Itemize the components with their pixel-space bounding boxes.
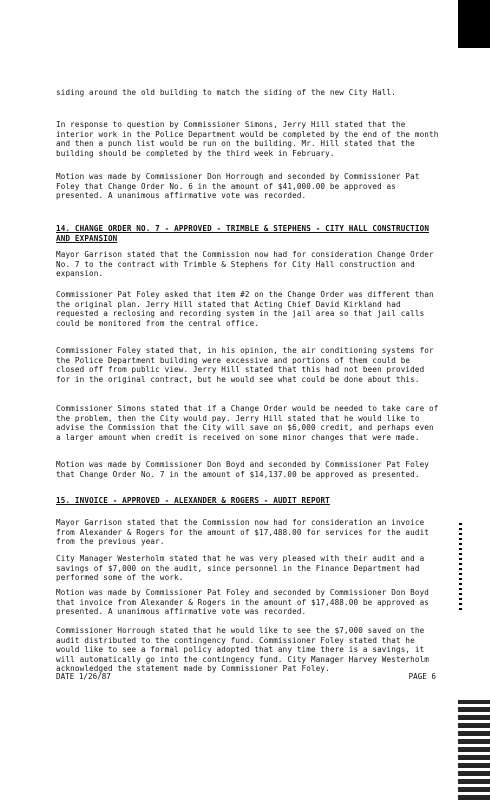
paragraph-12: Commissioner Horrough stated that he would like to see the $7,000 saved on the audit distributed to the contingency fund. Commissioner Foley stated that he would like to see a formal policy adopted that any time there is a savings, it will automatically go into the contingency fund. City Manager Harvey Westerholm acknowledged the statement made by Commissioner Pat Foley.	[56, 626, 434, 674]
scan-edge-top	[458, 0, 490, 48]
footer-date: DATE 1/26/87	[56, 672, 111, 681]
paragraph-2: In response to question by Commissioner Simons, Jerry Hill stated that the interior work in the Police Department would be completed by the end of the month and then a punch list would be run on the building. Mr. Hill stated that the building should be completed by the third week in February.	[56, 120, 444, 158]
footer-page-number: PAGE 6	[408, 672, 436, 681]
paragraph-8: Motion was made by Commissioner Don Boyd and seconded by Commissioner Pat Foley that Change Order No. 7 in the amount of $14,137.00 be approved as presented.	[56, 460, 434, 479]
paragraph-10: City Manager Westerholm stated that he was very pleased with their audit and a savings of $7,000 on the audit, since personnel in the Finance Department had performed some of the work.	[56, 554, 430, 583]
paragraph-6: Commissioner Foley stated that, in his opinion, the air conditioning systems for the Police Department building were excessive and portions of them could be closed off from public view. Jerry Hill stated that this had not been provided for in the original contract, but he would see what could be done about this.	[56, 346, 439, 384]
paragraph-5: Commissioner Pat Foley asked that item #2 on the Change Order was different than the original plan. Jerry Hill stated that Acting Chief David Kirkland had requested a reclosing and recording system in the jail area so that jail calls could be monitored from the central office.	[56, 290, 439, 328]
paragraph-9: Mayor Garrison stated that the Commission now had for consideration an invoice from Alexander & Rogers for the amount of $17,488.00 for services for the audit from the previous year.	[56, 518, 434, 547]
section-title: INVOICE - APPROVED - ALEXANDER & ROGERS - AUDIT REPORT	[74, 496, 330, 505]
section-number: 15.	[56, 496, 71, 505]
paragraph-1: siding around the old building to match the siding of the new City Hall.	[56, 88, 396, 97]
scan-edge-marks	[459, 520, 462, 610]
section-heading-14	[56, 224, 440, 243]
paragraph-11: Motion was made by Commissioner Pat Foley and seconded by Commissioner Don Boyd that invoice from Alexander & Rogers in the amount of $17,488.00 be approved as presented. A unanimous affirmative vote was recorded.	[56, 588, 434, 617]
page-footer	[56, 672, 436, 681]
section-number: 14.	[56, 224, 71, 233]
paragraph-3: Motion was made by Commissioner Don Horrough and seconded by Commissioner Pat Foley that Change Order No. 6 in the amount of $41,000.00 be approved as presented. A unanimous affirmative vote was recorded.	[56, 172, 425, 201]
scan-edge-bottom	[458, 700, 490, 800]
section-heading-15	[56, 496, 440, 506]
section-title: CHANGE ORDER NO. 7 - APPROVED - TRIMBLE & STEPHENS - CITY HALL CONSTRUCTION AND EXPANSION	[56, 224, 430, 243]
paragraph-7: Commissioner Simons stated that if a Change Order would be needed to take care of the problem, then the City would pay. Jerry Hill stated that he would like to advise the Commission that the City will save on $6,000 credit, and perhaps even a larger amount when credit is received on some minor changes that were made.	[56, 404, 444, 442]
paragraph-4: Mayor Garrison stated that the Commission now had for consideration Change Order No. 7 to the contract with Trimble & Stephens for City Hall construction and expansion.	[56, 250, 439, 279]
